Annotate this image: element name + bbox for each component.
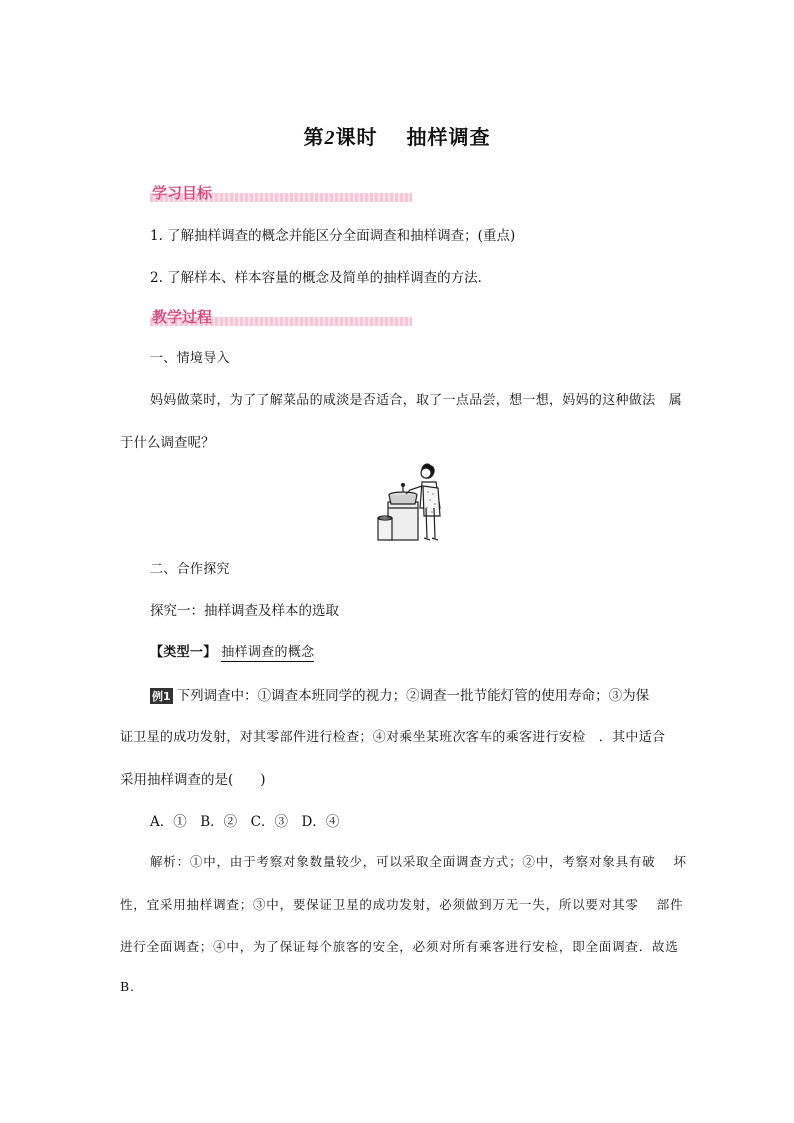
analysis-line-4: B. xyxy=(120,979,135,994)
part2-heading: 二、合作探究 xyxy=(150,562,230,577)
example-line-2: 证卫星的成功发射，对其零部件进行检查；④对乘坐某班次客车的乘客进行安检 ．其中适合 xyxy=(120,730,666,745)
intro-line-1: 妈妈做菜时，为了了解菜品的咸淡是否适合，取了一点品尝，想一想，妈妈的这种做法 属 xyxy=(150,393,683,408)
example-line-1-text: 下列调查中：①调查本班同学的视力；②调查一批节能灯管的使用寿命；③为保 xyxy=(176,688,650,704)
goal-item-1: 1. 了解抽样调查的概念并能区分全面调查和抽样调查；(重点) xyxy=(150,228,516,244)
answer-options: A．① B．② C．③ D．④ xyxy=(150,814,340,830)
cooking-woman-illustration xyxy=(370,458,450,544)
title-suffix: 课时 xyxy=(335,125,378,149)
title-number: 2 xyxy=(324,127,336,149)
title-main: 抽样调查 xyxy=(406,125,491,149)
example-badge: 例1 xyxy=(152,690,171,703)
intro-line-2: 于什么调查呢？ xyxy=(120,435,215,451)
explore-title: 探究一：抽样调查及样本的选取 xyxy=(150,603,339,619)
type-title: 抽样调查的概念 xyxy=(221,645,315,660)
analysis-line-1: 解析：①中，由于考察对象数量较少，可以采取全面调查方式；②中，考察对象具有破 坏 xyxy=(150,854,687,869)
part1-heading: 一、情境导入 xyxy=(150,351,230,366)
example-line-1 xyxy=(150,684,649,704)
analysis-line-3: 进行全面调查；④中，为了保证每个旅客的安全，必须对所有乘客进行安检，即全面调查．故选 xyxy=(120,939,679,954)
type-heading xyxy=(150,641,314,660)
example-line-3: 采用抽样调查的是( ) xyxy=(120,772,266,788)
type-bracket: 【类型一】 xyxy=(150,645,217,660)
title-prefix: 第 xyxy=(303,125,325,149)
section-heading-teaching-process: 教学过程 xyxy=(152,308,213,326)
goal-item-2: 2. 了解样本、样本容量的概念及简单的抽样调查的方法． xyxy=(150,270,492,286)
page-title xyxy=(0,121,794,150)
section-heading-learning-goals: 学习目标 xyxy=(152,184,213,202)
analysis-line-2: 性，宜采用抽样调查；③中，要保证卫星的成功发射，必须做到万无一失，所以要对其零 部件 xyxy=(120,897,684,912)
